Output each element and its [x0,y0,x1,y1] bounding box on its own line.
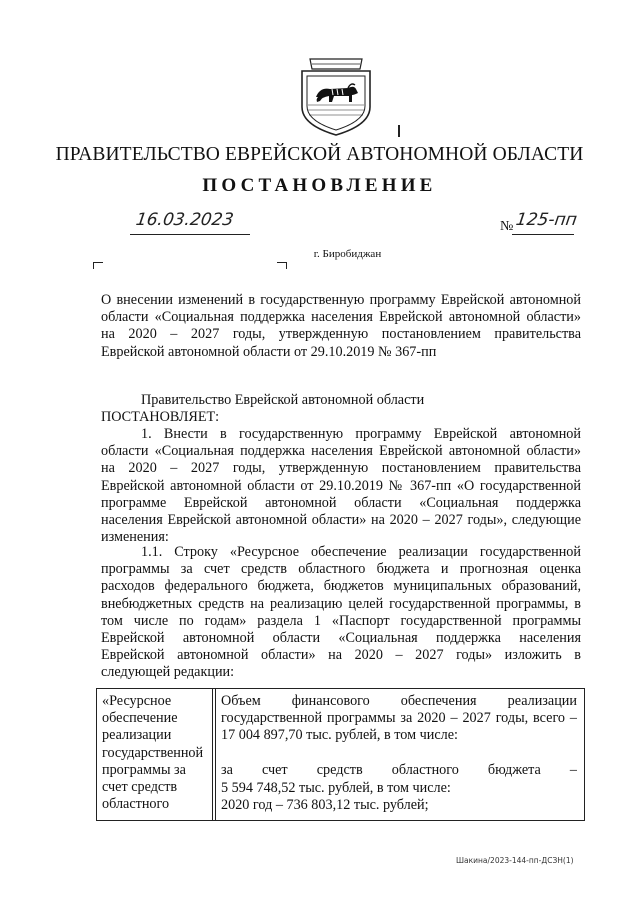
item-1-line: области «Социальная поддержка населения Еврейской автономной области» [101,443,581,460]
item-1-line: программе Еврейской автономной области «Социальная поддержка [101,494,581,511]
table-right-cell [221,693,577,814]
table-right-line: 2020 год – 736 803,12 тыс. рублей; [221,796,429,813]
item-1-line: на 2020 – 2027 годы, утвержденную постановлением правительства [101,460,581,477]
table-left-cell [102,693,210,813]
preamble-block [101,392,581,426]
item-1-1-line: расходов федерального бюджета, бюджетов муниципальных образований, [101,578,581,595]
table-left-line: обеспечение [102,710,178,727]
subject-line: О внесении изменений в государственную программу Еврейской автономной [101,292,581,308]
subject-corner-left [93,262,103,269]
item-1-line: Еврейской автономной области от 29.10.2019 № 367-пп «О государственной [101,477,581,494]
table-column-divider [215,689,216,820]
number-label: № [500,219,514,234]
handwritten-date: 16.03.2023 [134,210,235,230]
table-left-line: счет средств [102,778,178,795]
table-left-line: «Ресурсное [102,693,172,709]
item-1-1-line: следующей редакции: [101,664,235,681]
subject-corner-right [277,262,287,269]
table-left-line: областного [102,796,170,813]
item-1-1-line: программы за счет средств областного бюджета и прогнозная оценка [101,561,581,578]
preamble-line: Правительство Еврейской автономной области [141,392,425,408]
government-title: ПРАВИТЕЛЬСТВО ЕВРЕЙСКОЙ АВТОНОМНОЙ ОБЛАСТИ [55,144,584,165]
preamble-decree: ПОСТАНОВЛЯЕТ: [101,409,220,426]
subject-block [101,292,581,361]
item-1-1-block [101,544,581,682]
item-1-1-line: 1.1. Строку «Ресурсное обеспечение реализации государственной [141,544,581,560]
item-1-1-line: Еврейской автономной области» на 2020 – 2027 годы» изложить в [101,647,581,664]
table-right-line: за счет средств областного бюджета – [221,762,577,779]
table-right-line: государственной программы за 2020 – 2027 годы, всего – [221,710,577,727]
subject-line: Еврейской автономной области от 29.10.2019 № 367-пп [101,343,437,360]
subject-line: на 2020 – 2027 годы, утвержденную постановлением правительства [101,326,581,343]
table-right-line: Объем финансового обеспечения реализации [221,693,577,709]
table-right-line: 5 594 748,52 тыс. рублей, в том числе: [221,779,451,796]
handwritten-number: 125-пп [514,210,579,230]
item-1-1-line: Еврейской автономной области «Социальная поддержка населения [101,629,581,646]
coat-of-arms-emblem [296,55,376,137]
item-1-line: изменения: [101,529,169,546]
item-1-line: 1. Внести в государственную программу Еврейской автономной [141,426,581,442]
margin-stroke [398,125,400,137]
document-type-heading: ПОСТАНОВЛЕНИЕ [202,175,437,196]
resource-table [96,688,585,821]
item-1-1-line: том числе по годам» раздела 1 «Паспорт государственной программы [101,612,581,629]
table-left-line: программы за [102,761,186,778]
table-right-line: 17 004 897,70 тыс. рублей, в том числе: [221,727,458,744]
city-name: г. Биробиджан [313,248,382,260]
item-1-1-line: внебюджетных средств на реализацию целей государственной программы, в [101,595,581,612]
item-1-line: населения Еврейской автономной области» на 2020 – 2027 годы», следующие [101,511,581,528]
footer-code: Шакина/2023-144-пп-ДСЗН(1) [456,856,574,865]
table-column-divider [212,689,213,820]
item-1-block [101,426,581,546]
table-left-line: реализации [102,727,172,744]
subject-line: области «Социальная поддержка населения Еврейской автономной области» [101,309,581,326]
table-left-line: государственной [102,744,204,761]
